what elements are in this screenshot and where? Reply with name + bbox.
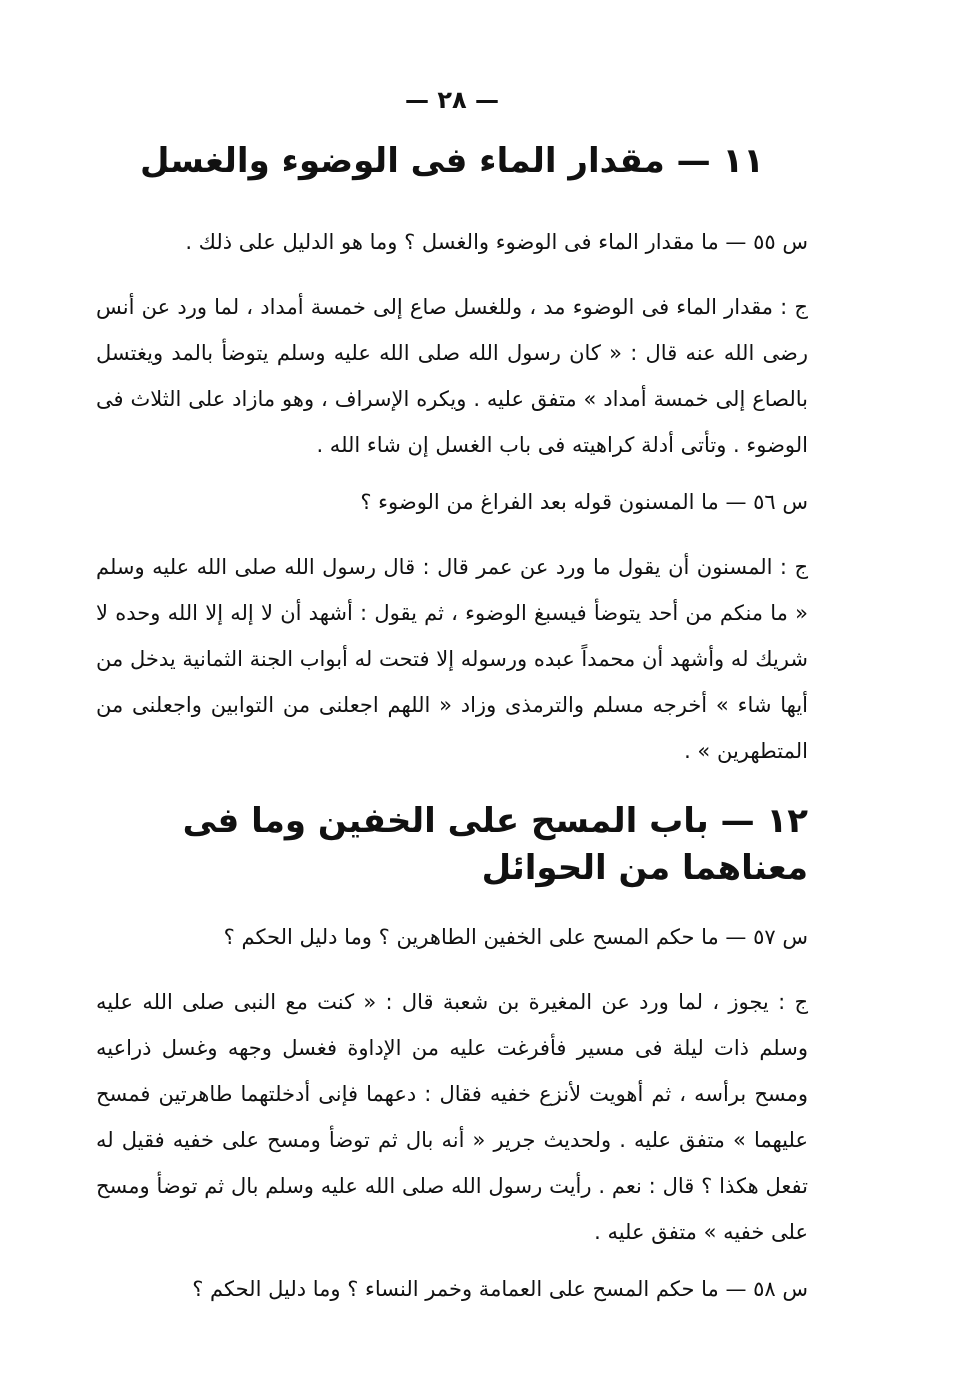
answer-56: ج : المسنون أن يقول ما ورد عن عمر قال : قال رسول الله صلى الله عليه وسلم « ما منكم من أحد يتوضأ فيسبغ الوضوء ، ثم يقول : أشهد أن لا إله إلا الله وحده لا شريك له وأشهد أن محمداً عبده ورسوله إلا فتحت له أبواب الجنة الثمانية يدخل من أيها شاء » أخرجه مسلم والترمذى وزاد « اللهم اجعلنى من التوابين واجعلنى من المتطهرين » . <box>96 554 808 763</box>
question-56: س ٥٦ — ما المسنون قوله بعد الفراغ من الوضوء ؟ <box>360 489 808 514</box>
page-number: — ٢٨ — <box>404 86 499 114</box>
answer-55: ج : مقدار الماء فى الوضوء مد ، وللغسل صاع إلى خمسة أمداد ، لما ورد عن أنس رضى الله عنه قال : « كان رسول الله صلى الله عليه وسلم يتوضأ بالمد ويغتسل بالصاع إلى خمسة أمداد » متفق عليه . ويكره الإسراف ، وهو مازاد على الثلاث فى الوضوء . وتأتى أدلة كراهيته فى باب الغسل إن شاء الله . <box>96 294 808 457</box>
question-57: س ٥٧ — ما حكم المسح على الخفين الطاهرين ؟ وما دليل الحكم ؟ <box>223 924 808 949</box>
answer-57: ج : يجوز ، لما ورد عن المغيرة بن شعبة قال : « كنت مع النبى صلى الله عليه وسلم ذات ليلة فى مسير فأفرغت عليه من الإداوة فغسل وجهه وغسل ذراعيه ومسح برأسه ، ثم أهويت لأنزع خفيه فقال : دعهما فإنى أدخلتهما طاهرتين فمسح عليهما » متفق عليه . ولحديث جرير « أنه بال ثم توضأ ومسح على خفيه فقيل له تفعل هكذا ؟ قال : نعم . رأيت رسول الله صلى الله عليه وسلم بال ثم توضأ ومسح على خفيه » متفق عليه . <box>96 989 808 1244</box>
question-55: س ٥٥ — ما مقدار الماء فى الوضوء والغسل ؟ وما هو الدليل على ذلك . <box>185 229 808 254</box>
section-title-11: ١١ — مقدار الماء فى الوضوء والغسل <box>140 141 764 181</box>
section-title-12: ١٢ — باب المسح على الخفين وما فى معناهما من الحوائل <box>182 800 808 889</box>
question-58: س ٥٨ — ما حكم المسح على العمامة وخمر النساء ؟ وما دليل الحكم ؟ <box>192 1276 808 1301</box>
